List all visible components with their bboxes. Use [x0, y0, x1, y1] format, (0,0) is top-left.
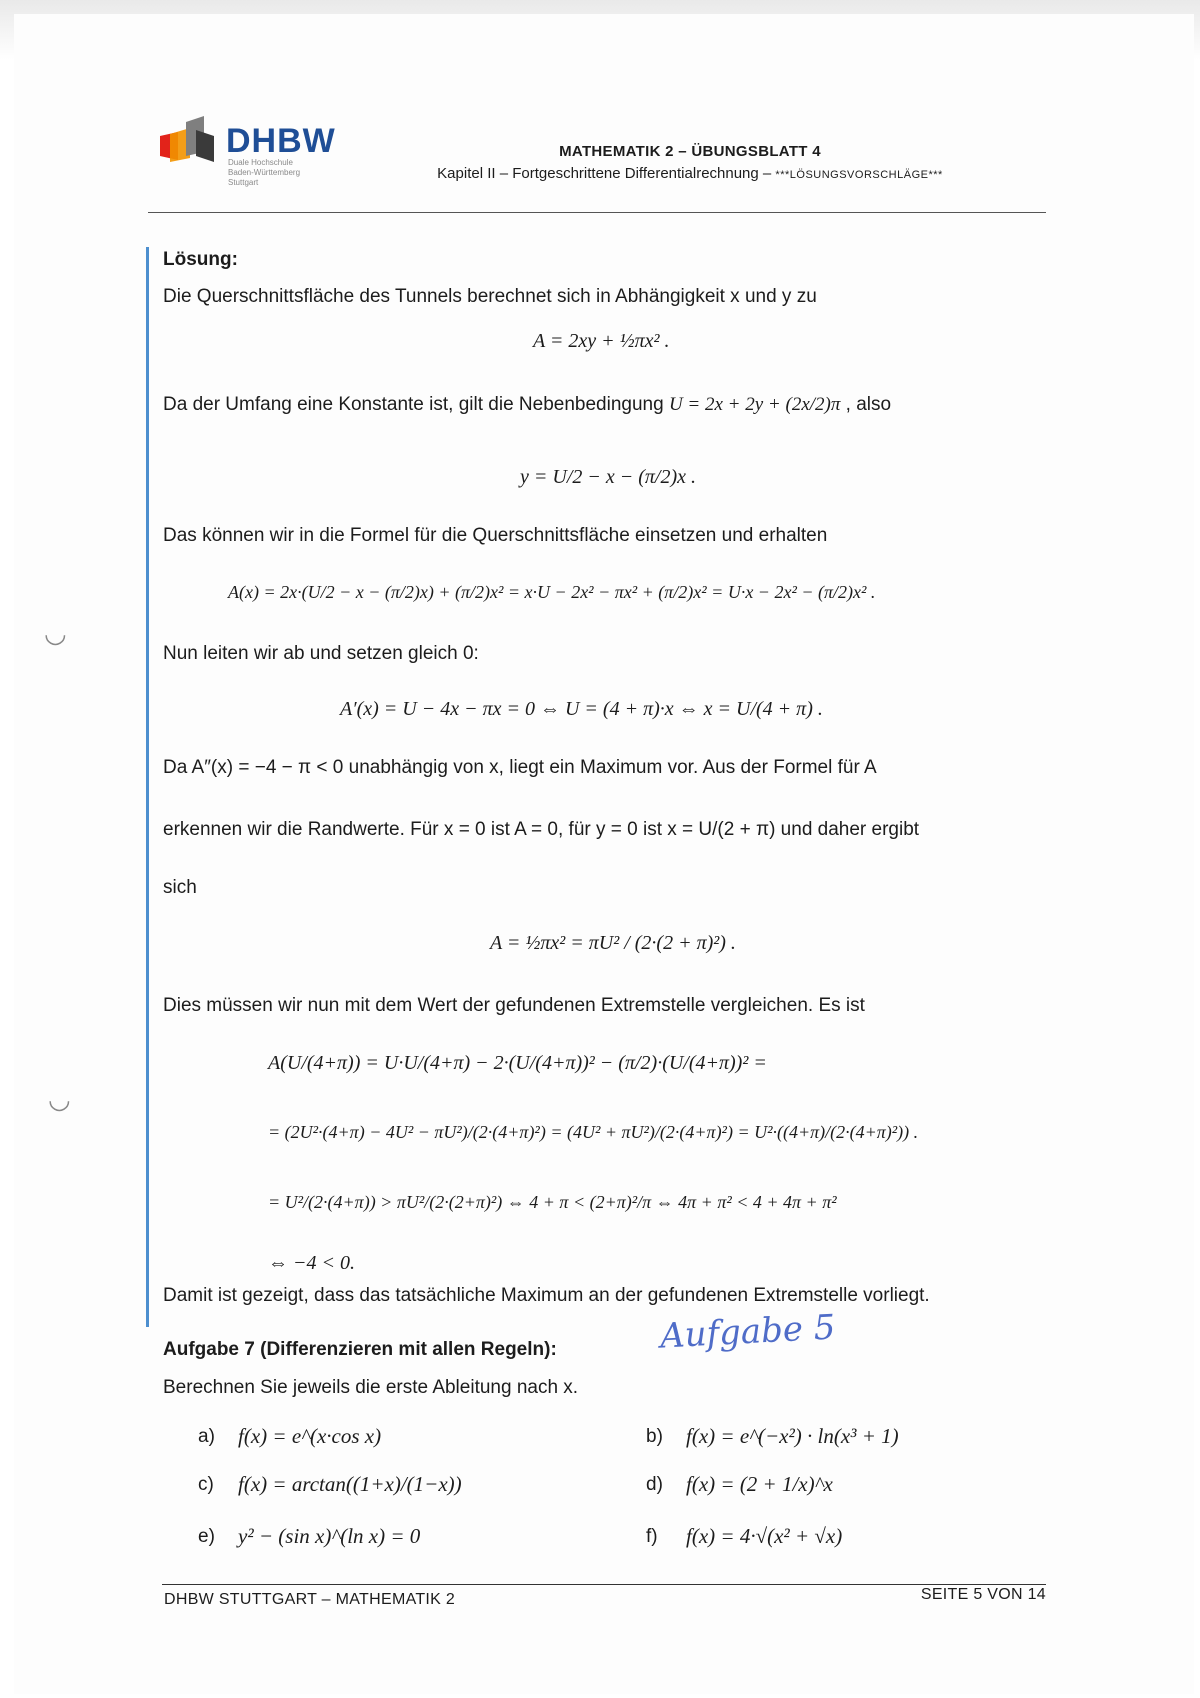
- sheet-subtitle: Kapitel II – Fortgeschrittene Differentialrechnung – ***LÖSUNGSVORSCHLÄGE***: [437, 165, 943, 182]
- footer-divider: [162, 1584, 1046, 1585]
- solution-heading: Lösung:: [163, 249, 238, 270]
- item-e-expression: y² − (sin x)^(ln x) = 0: [238, 1524, 421, 1548]
- paragraph-7: sich: [163, 877, 197, 898]
- scan-mark: ◡: [48, 1084, 71, 1114]
- paragraph-3: Das können wir in die Formel für die Querschnittsfläche einsetzen und erhalten: [163, 525, 828, 546]
- logo-subtitle: Duale Hochschule Baden-Württemberg Stuttgart: [228, 158, 301, 187]
- item-e-label: e): [198, 1526, 215, 1547]
- item-a-label: a): [198, 1426, 215, 1447]
- equation-compare-line1: A(U/(4+π)) = U·U/(4+π) − 2·(U/(4+π))² − (π/2)·(U/(4+π))² =: [268, 1052, 767, 1074]
- item-a-expression: f(x) = e^(x·cos x): [238, 1424, 382, 1448]
- paragraph-2: Da der Umfang eine Konstante ist, gilt die Nebenbedingung U = 2x + 2y + (2x/2)π , also: [163, 394, 892, 415]
- footer-course: DHBW STUTTGART – MATHEMATIK 2: [164, 1591, 456, 1608]
- item-f-expression: f(x) = 4·√(x² + √x): [686, 1524, 843, 1548]
- item-d-label: d): [646, 1474, 663, 1495]
- item-c-label: c): [198, 1474, 214, 1495]
- equation-compare-line4: ⇔ −4 < 0.: [268, 1252, 355, 1274]
- equation-derivative: A′(x) = U − 4x − πx = 0 ⇔ U = (4 + π)·x ⇔ x = U/(4 + π) .: [340, 698, 823, 720]
- task7-instruction: Berechnen Sie jeweils die erste Ableitung nach x.: [163, 1377, 579, 1398]
- footer-page-number: SEITE 5 VON 14: [920, 1586, 1046, 1603]
- equation-compare-line3: = U²/(2·(4+π)) > πU²/(2·(2+π)²) ⇔ 4 + π < (2+π)²/π ⇔ 4π + π² < 4 + 4π + π²: [268, 1192, 837, 1212]
- paragraph-1: Die Querschnittsfläche des Tunnels berechnet sich in Abhängigkeit x und y zu: [163, 286, 817, 307]
- paragraph-8: Dies müssen wir nun mit dem Wert der gefundenen Extremstelle vergleichen. Es ist: [163, 995, 865, 1016]
- handwritten-note: Aufgabe 5: [659, 1307, 837, 1357]
- conclusion: Damit ist gezeigt, dass das tatsächliche Maximum an der gefundenen Extremstelle vorliegt.: [163, 1285, 930, 1306]
- equation-area-function: A(x) = 2x·(U/2 − x − (π/2)x) + (π/2)x² = x·U − 2x² − πx² + (π/2)x² = U·x − 2x² − (π/2)x² .: [228, 582, 876, 602]
- sheet-title: MATHEMATIK 2 – ÜBUNGSBLATT 4: [559, 143, 821, 160]
- header-divider: [148, 212, 1046, 213]
- item-d-expression: f(x) = (2 + 1/x)^x: [686, 1472, 833, 1496]
- item-f-label: f): [646, 1526, 658, 1547]
- scan-mark: ◡: [44, 618, 67, 648]
- item-c-expression: f(x) = arctan((1+x)/(1−x)): [238, 1472, 462, 1496]
- paragraph-4: Nun leiten wir ab und setzen gleich 0:: [163, 643, 479, 664]
- item-b-expression: f(x) = e^(−x²) · ln(x³ + 1): [686, 1424, 899, 1448]
- equation-y: y = U/2 − x − (π/2)x .: [520, 466, 697, 488]
- paragraph-6: erkennen wir die Randwerte. Für x = 0 ist A = 0, für y = 0 ist x = U/(2 + π) und daher ergibt: [163, 819, 920, 840]
- equation-compare-line2: = (2U²·(4+π) − 4U² − πU²)/(2·(4+π)²) = (4U² + πU²)/(2·(4+π)²) = U²·((4+π)/(2·(4+π)²)) .: [268, 1122, 919, 1142]
- equation-boundary: A = ½πx² = πU² / (2·(2 + π)²) .: [490, 932, 736, 954]
- paragraph-5: Da A″(x) = −4 − π < 0 unabhängig von x, liegt ein Maximum vor. Aus der Formel für A: [163, 757, 877, 778]
- solution-margin-bar: [146, 247, 149, 1327]
- task7-title: Aufgabe 7 (Differenzieren mit allen Regeln):: [163, 1339, 557, 1360]
- equation-area: A = 2xy + ½πx² .: [533, 330, 670, 352]
- logo-wordmark: DHBW: [226, 122, 336, 160]
- item-b-label: b): [646, 1426, 663, 1447]
